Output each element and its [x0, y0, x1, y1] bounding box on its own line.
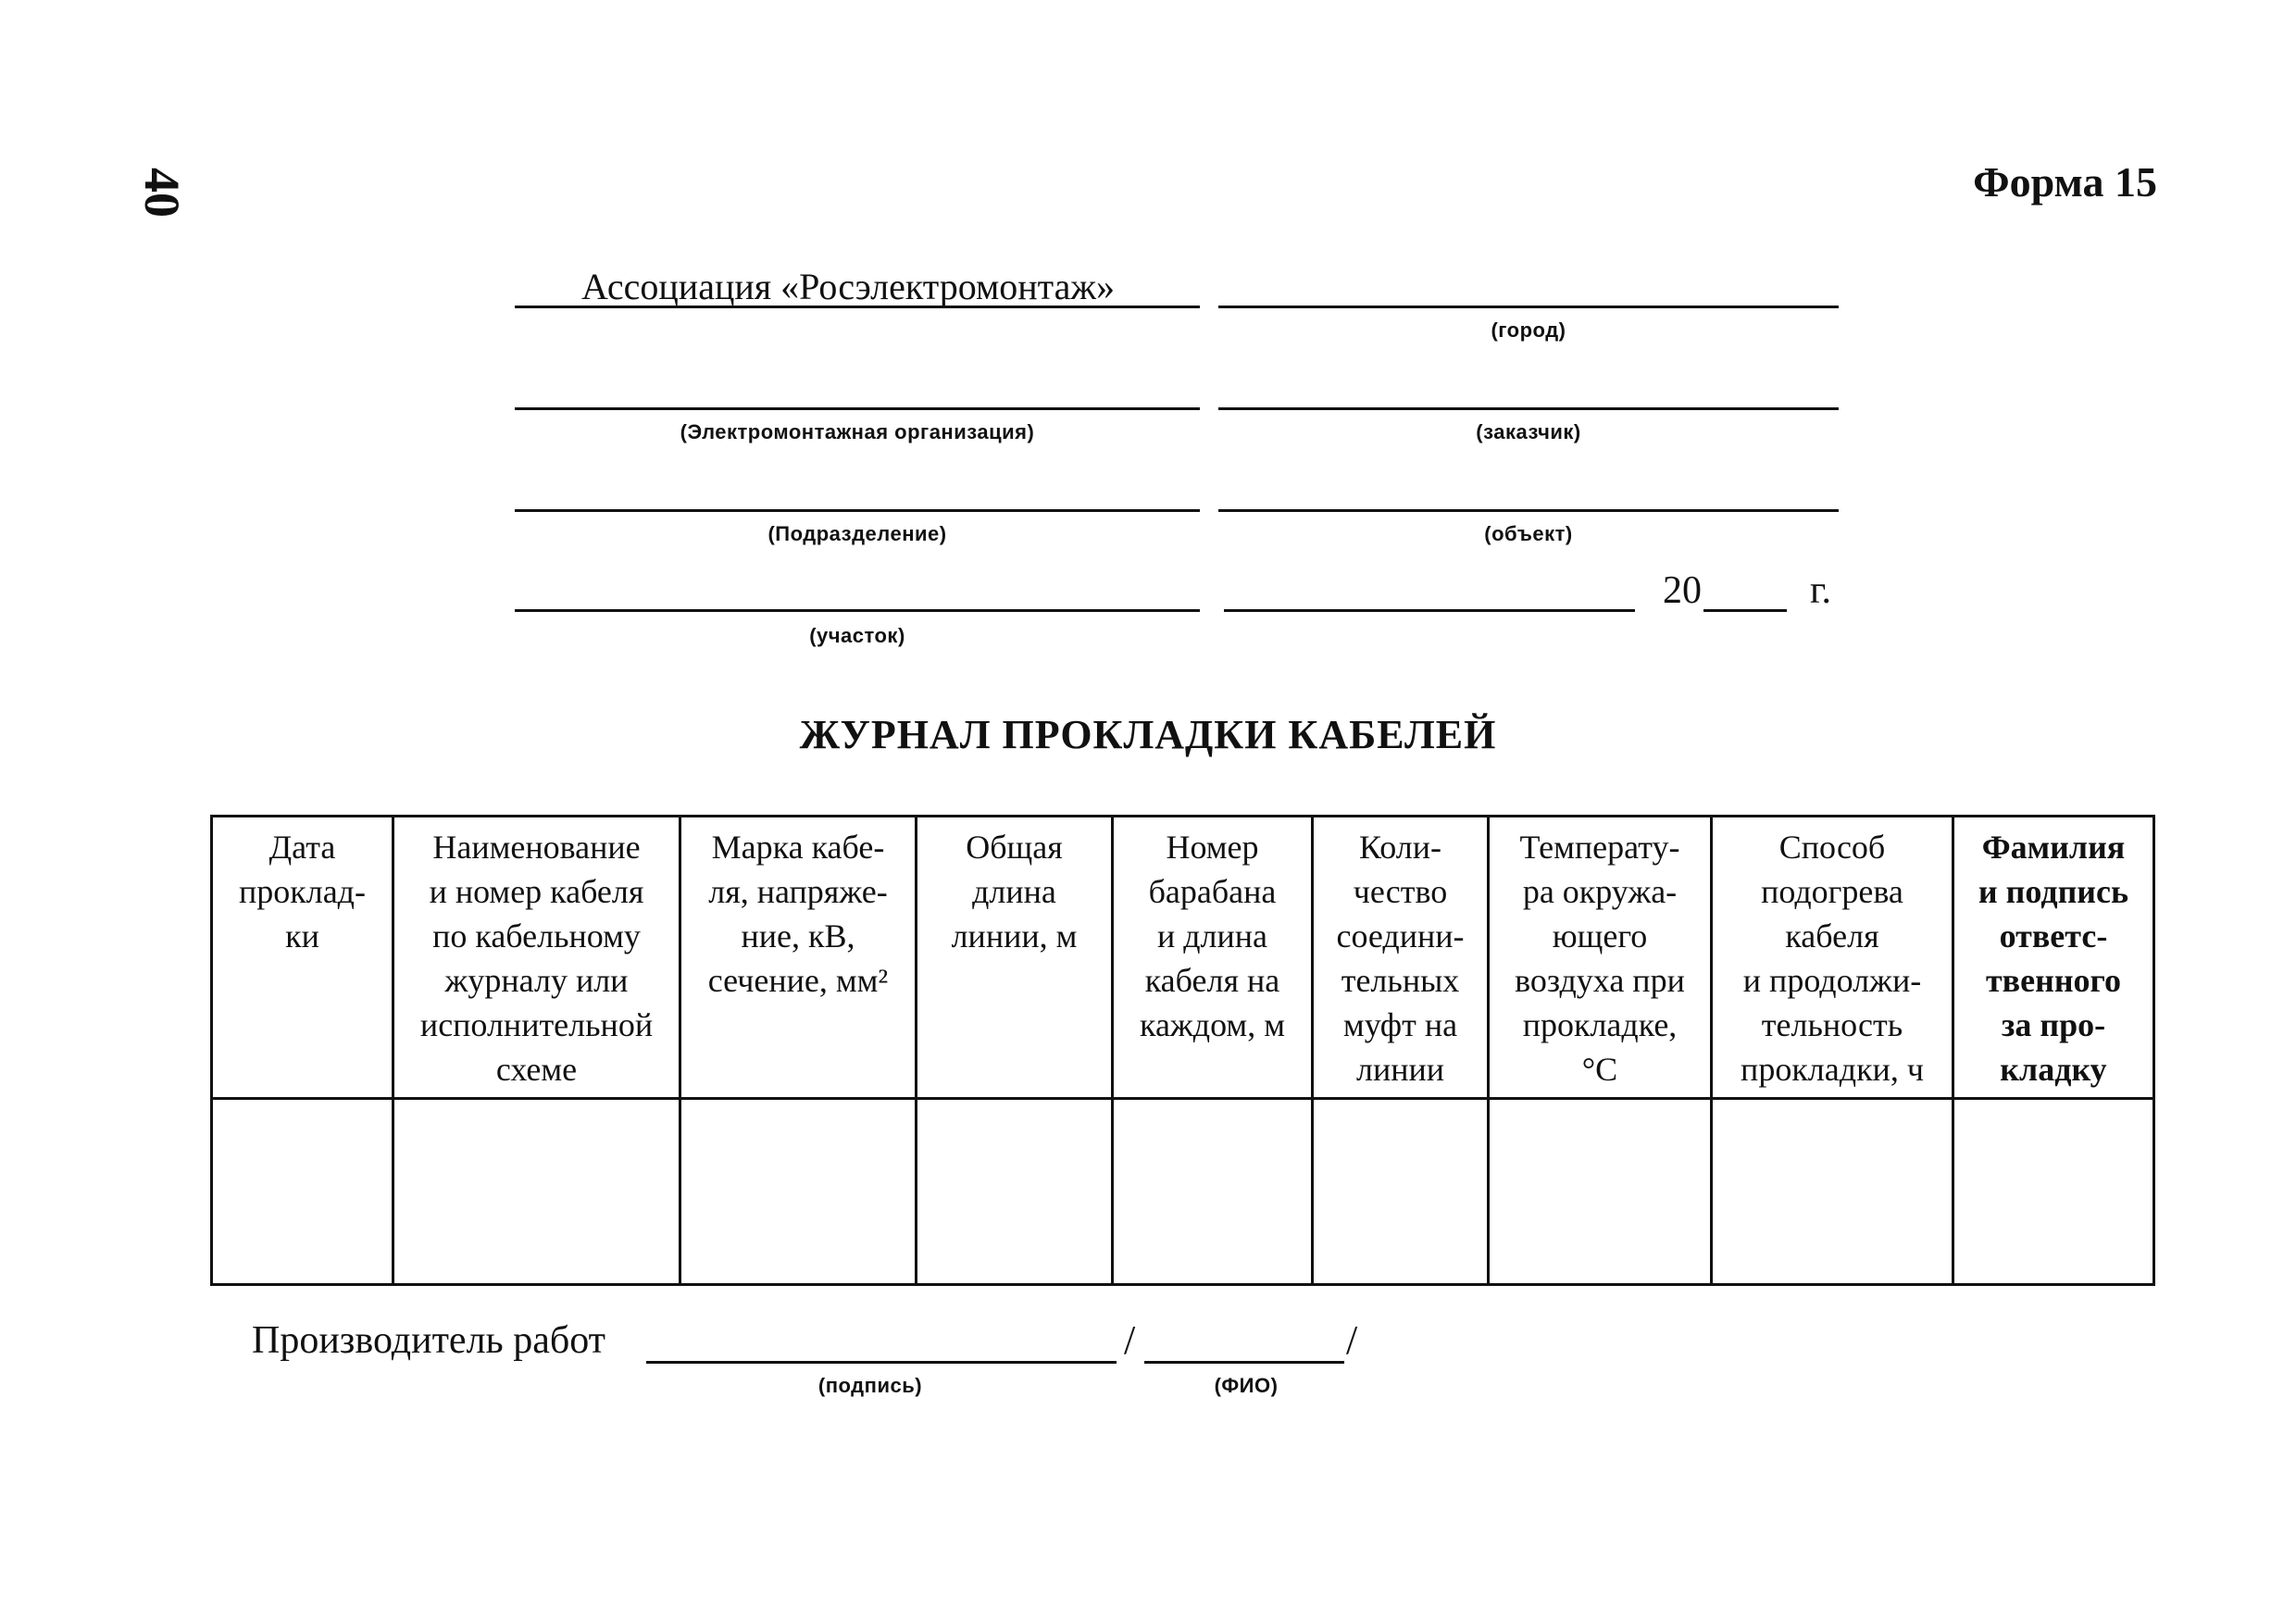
table-cell[interactable] [680, 1099, 917, 1285]
slash-separator-end: / [1346, 1317, 1358, 1363]
subdivision-field-line[interactable] [515, 509, 1200, 512]
object-caption: (объект) [1484, 522, 1573, 545]
year-field-line[interactable] [1703, 609, 1787, 612]
col-header-drum-number: Номер барабана и длина кабеля на каждом, м [1113, 817, 1313, 1099]
producer-label: Производитель работ [252, 1319, 605, 1362]
association-name: Ассоциация «Росэлектромонтаж» [581, 266, 1116, 307]
name-caption: (ФИО) [1214, 1374, 1279, 1397]
object-field-line[interactable] [1218, 509, 1839, 512]
table-cell[interactable] [393, 1099, 680, 1285]
year-prefix: 20 [1663, 569, 1702, 612]
table-cell[interactable] [1953, 1099, 2154, 1285]
journal-table [210, 815, 2155, 1286]
section-caption: (участок) [809, 624, 905, 647]
journal-title: ЖУРНАЛ ПРОКЛАДКИ КАБЕЛЕЙ [799, 712, 1497, 757]
date-field-line[interactable] [1224, 609, 1635, 612]
city-caption: (город) [1491, 318, 1566, 342]
col-header-joint-count: Коли- чество соедини- тельных муфт на линии [1313, 817, 1489, 1099]
table-row [212, 1099, 2154, 1285]
customer-caption: (заказчик) [1476, 420, 1581, 443]
col-header-temperature: Температу- ра окружа- ющего воздуха при прокладке, °C [1489, 817, 1712, 1099]
table-cell[interactable] [212, 1099, 393, 1285]
city-field-line[interactable] [1218, 306, 1839, 308]
organization-field-line[interactable] [515, 407, 1200, 410]
slash-separator: / [1124, 1317, 1136, 1363]
col-header-cable-name: Наименование и номер кабеля по кабельному журналу или исполнительной схеме [393, 817, 680, 1099]
customer-field-line[interactable] [1218, 407, 1839, 410]
table-cell[interactable] [1313, 1099, 1489, 1285]
subdivision-caption: (Подразделение) [767, 522, 947, 545]
page-number: 40 [134, 168, 190, 218]
col-header-cable-brand: Марка кабе- ля, напряже- ние, кВ, сечение, мм² [680, 817, 917, 1099]
col-header-responsible: Фамилия и подпись ответс- твенного за про- кладку [1953, 817, 2154, 1099]
table-cell[interactable] [1113, 1099, 1313, 1285]
year-suffix: г. [1810, 569, 1831, 612]
name-field-line[interactable] [1144, 1361, 1344, 1364]
col-header-date: Дата проклад- ки [212, 817, 393, 1099]
col-header-total-length: Общая длина линии, м [917, 817, 1113, 1099]
signature-caption: (подпись) [817, 1374, 923, 1397]
signature-field-line[interactable] [646, 1361, 1117, 1364]
table-cell[interactable] [1489, 1099, 1712, 1285]
organization-caption: (Электромонтажная организация) [680, 420, 1035, 443]
section-field-line[interactable] [515, 609, 1200, 612]
form-label: Форма 15 [1973, 158, 2157, 206]
table-cell[interactable] [1712, 1099, 1953, 1285]
col-header-heating-method: Способ подогрева кабеля и продолжи- тельность прокладки, ч [1712, 817, 1953, 1099]
table-cell[interactable] [917, 1099, 1113, 1285]
